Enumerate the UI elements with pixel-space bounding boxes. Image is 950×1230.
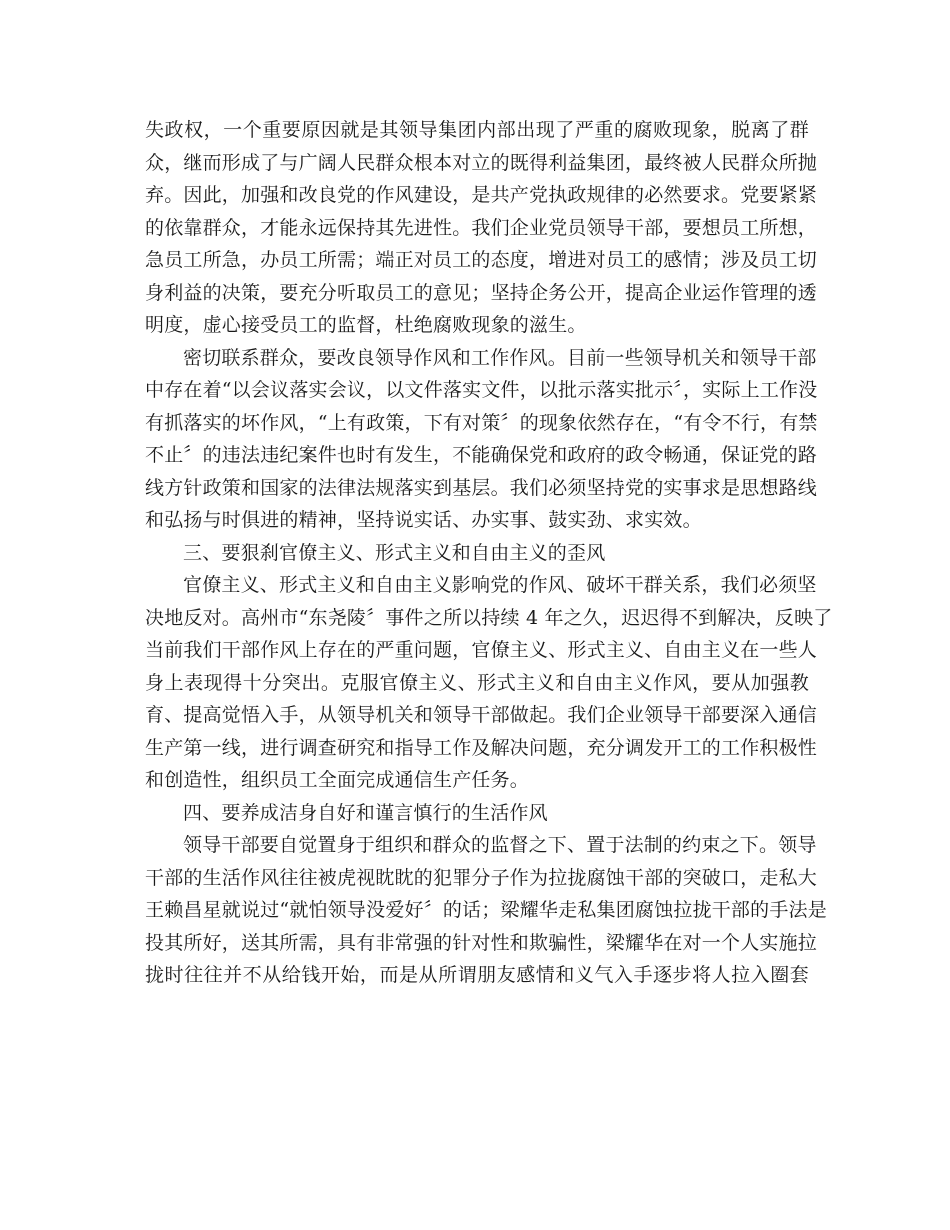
text-line: 的依靠群众，才能永远保持其先进性。我们企业党员领导干部，要想员工所想，	[145, 216, 818, 239]
text-line: 生产第一线，进行调查研究和指导工作及解决问题，充分调发开工的工作积极性	[145, 736, 818, 759]
text-line: 和弘扬与时俱进的精神，坚持说实话、办实事、鼓实劲、求实效。	[145, 509, 702, 531]
text-line: 众，继而形成了与广阔人民群众根本对立的既得利益集团，最终被人民群众所抛	[145, 151, 818, 174]
text-line: 不止〞的违法违纪案件也时有发生，不能确保党和政府的政令畅通，保证党的路	[145, 444, 818, 466]
text-line: 决地反对。高州市“东尧陵〞事件之所以持续 4 年之久，迟迟得不到解决，反映了	[145, 606, 833, 629]
text-line: 失政权，一个重要原因就是其领导集团内部出现了严重的腐败现象，脱离了群	[145, 119, 809, 141]
text-line: 拢时往往并不从给钱开始，而是从所谓朋友感情和义气入手逐步将人拉入圈套	[145, 964, 809, 986]
text-line: 有抓落实的坏作风，“上有政策，下有对策〞的现象依然存在，“有令不行，有禁	[145, 411, 818, 434]
text-line: 线方针政策和国家的法律法规落实到基层。我们必须坚持党的实事求是思想路线	[145, 476, 818, 499]
text-line: 明度，虚心接受员工的监督，杜绝腐败现象的滋生。	[145, 314, 587, 336]
document-body	[145, 114, 833, 992]
text-line: 育、提高觉悟入手，从领导机关和领导干部做起。我们企业领导干部要深入通信	[145, 704, 818, 726]
text-line: 身上表现得十分突出。克服官僚主义、形式主义和自由主义作风，要从加强教	[145, 671, 809, 694]
text-line: 干部的生活作风往往被虎视眈眈的犯罪分子作为拉拢腐蚀干部的突破口，走私大	[145, 866, 818, 889]
text-line: 和创造性，组织员工全面完成通信生产任务。	[145, 769, 530, 791]
text-line: 三、要狠刹官僚主义、形式主义和自由主义的歪风	[183, 541, 606, 564]
text-line: 急员工所急，办员工所需；端正对员工的态度，增进对员工的感情；涉及员工切	[145, 249, 818, 271]
text-line: 四、要养成洁身自好和谨言慎行的生活作风	[183, 801, 548, 824]
text-line: 弃。因此，加强和改良党的作风建设，是共产党执政规律的必然要求。党要紧紧	[145, 184, 818, 206]
text-line: 领导干部要自觉置身于组织和群众的监督之下、置于法制的约束之下。领导	[183, 834, 817, 856]
text-line: 中存在着“以会议落实会议，以文件落实文件，以批示落实批示〞，实际上工作没	[145, 379, 818, 401]
text-line: 官僚主义、形式主义和自由主义影响党的作风、破坏干群关系，我们必须坚	[183, 574, 817, 596]
text-line: 王赖昌星就说过“就怕领导没爱好〞的话；梁耀华走私集团腐蚀拉拢干部的手法是	[145, 899, 827, 921]
text-line: 密切联系群众，要改良领导作风和工作作风。目前一些领导机关和领导干部	[183, 346, 817, 369]
text-line: 当前我们干部作风上存在的严重问题，官僚主义、形式主义、自由主义在一些人	[145, 639, 818, 661]
text-line: 身利益的决策，要充分听取员工的意见；坚持企务公开，提高企业运作管理的透	[145, 281, 818, 304]
text-line: 投其所好，送其所需，具有非常强的针对性和欺骗性，梁耀华在对一个人实施拉	[145, 931, 818, 954]
